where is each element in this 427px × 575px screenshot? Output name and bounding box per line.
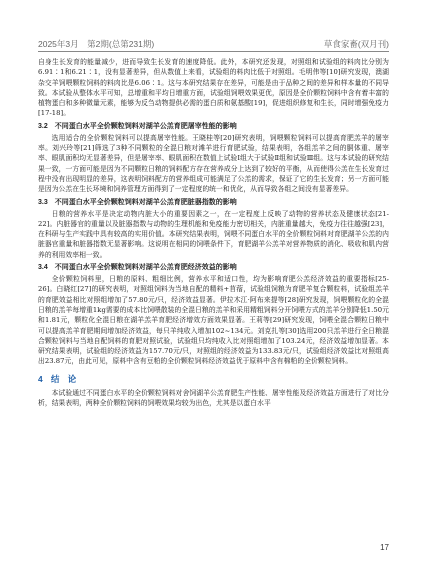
issue-info: 2025年3月 第2期(总第231期) — [38, 39, 155, 49]
journal-name: 草食家畜(双月刊) — [323, 39, 389, 49]
paragraph-growth-discussion: 自身生长发育的能量减少，进而导致生长发育的速度降低。此外，本研究还发现，对照组和试验组的料肉比分别为6.91∶1和6.21∶1，没有显著差异，但从数值上来看，试验组的料肉比低于对照组。毛明伟等[10]研究发现，澳湖杂交羊饲喂颗粒饲料的料肉比是6.06∶1。这与本研究结果存在差异，可能是由于品种之间的差异和样本量的不同导致。本试验从整体水平可知，总增重和平均日增重方面，试验组饲喂效果更优，原因是全价颗粒饲料中含有着丰富的植物蛋白和多种微量元素，能够为反刍动物提供必需的蛋白质和氨基酸[19]，促进组织修复和生长，同时增强免疫力[17-18]。 — [38, 58, 389, 118]
section-heading-3-4: 3.4 不同蛋白水平全价颗粒饲料对湖羊公羔育肥经济效益的影响 — [38, 264, 237, 272]
section-heading-3-2: 3.2 不同蛋白水平全价颗粒饲料对湖羊公羔育肥屠宰性能的影响 — [38, 122, 237, 130]
paragraph-organ-index: 日粮的营养水平是决定动物内脏大小的重要因素之一，在一定程度上反映了动物的营养状态及健康状态[21-22]。内脏器官的重量以及脏器指数与动物的生理机能和免疫能力密切相关，内脏重量越大，免疫力往往越强[23]，在科研与生产实践中具有较高的实用价值。本研究结果表明，饲喂不同蛋白水平的全价颗粒饲料对育肥湖羊公羔的内脏器官重量和脏器指数无显著影响。这说明在相同的饲喂条件下，育肥湖羊公羔羊对营养物质的消化、吸收和肌内营养的利用效率相一致。 — [38, 209, 389, 259]
section-heading-3-3: 3.3 不同蛋白水平全价颗粒饲料对湖羊公羔育肥脏器指数的影响 — [38, 198, 237, 206]
paragraph-economic-benefit: 全价颗粒饲料里，日粮的原料、粗细比例，营养水平和适口性，均为影响育肥公羔经济效益的重要指标[25-26]。白晓红[27]的研究表明，对照组饲料为当地自配的精料+苜蓿，试验组饲粮为育肥羊复合颗粒料，试验组羔羊的育肥效益相比对照组增加了57.80元/只，经济效益显著。伊拉木江·阿布来提等[28]研究发现，饲喂颗粒化的全混日粮的羔羊每增重1kg需要的成本比饲喂散装的全混日粮的羔羊和采用精粗饲料分开饲喂方式的羔羊分别降低1.50元和1.81元，颗粒化全混日粮在湖羊羔羊育肥经济增效方面效果显著。王莉等[29]研究发现，饲喂全混合颗粒日粮中可以提高羔羊育肥期间增加经济效益，每只羊纯收入增加102~134元。刘克扎等[30]选用200只羔羊进行全日粮混合颗粒饲料与当地自配饲料的育肥对照试验，试验组只均纯收入比对照组增加了103.24元，经济效益增加显著。本研究结果表明，试验组的经济效益为157.70元/只，对照组的经济效益为133.83元/只，试验组经济效益比对照组高出23.87元，由此可见，原料中含有豆粕的全价颗粒饲料经济效益优于原料中含有棉粕的全价颗粒饲料。 — [38, 275, 389, 366]
page-number: 17 — [380, 543, 389, 552]
running-header — [38, 38, 389, 50]
paragraph-conclusion: 本试验通过不同蛋白水平的全价颗粒饲料对舍饲湖羊公羔育肥生产性能、屠宰性能及经济效益方面进行了对比分析，结果表明，两种全价颗粒饲料的饲喂效果均较为出色，尤其是以蛋白水平 — [38, 388, 389, 408]
article-body — [38, 57, 389, 408]
paragraph-slaughter-performance: 选用适合的全价颗粒饲料可以提高屠宰性能。王晓桂等[20]研究表明，饲喂颗粒饲料可以提高育肥羔羊的屠宰率。刘兴玲等[21]筛选了3种不同颗粒的全混日粮对滩羊进行育肥试验，结果表明，各组羔羊之间的胴体重、屠宰率、眼肌面积均无显著差异，但是屠宰率、眼肌面积在数值上试验Ⅰ组大于试验Ⅱ组和试验Ⅲ组。这与本试验的研究结果一致，一方面可能是因为不同颗粒日粮的饲料配方存在营养成分上达到了较好的平衡，从而使得公羔在生长发育过程中没有出现明显的差异，这表明饲料配方的营养组成可能满足了公羔的需求，保证了它的生长发育；另一方面可能是因为公羔在生长环境和饲养管理方面得到了一定程度的统一和优化，从而导致各组之间没有显著差异。 — [38, 133, 389, 194]
header-divider — [38, 51, 389, 52]
section-heading-conclusion: 4 结 论 — [38, 373, 77, 384]
